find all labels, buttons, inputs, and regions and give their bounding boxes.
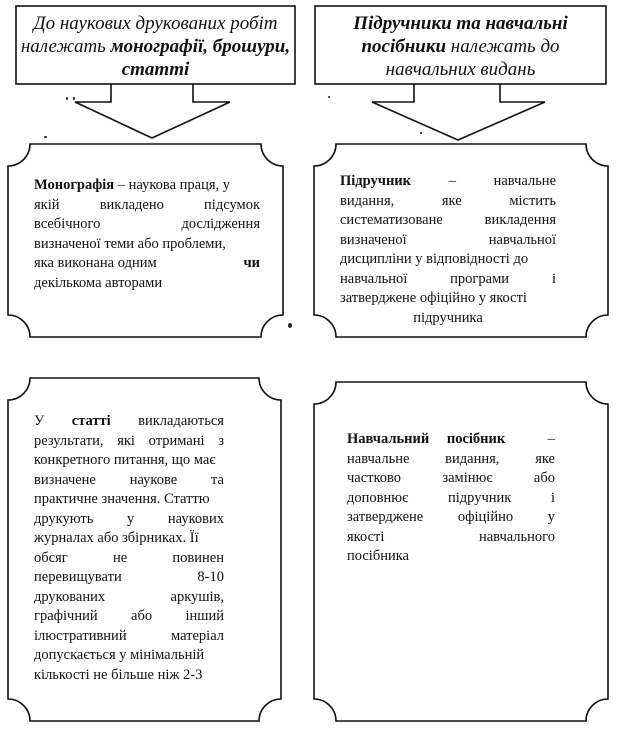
textbook-line6 bbox=[340, 270, 556, 290]
textbook-line7: затверджене офіційно у якості bbox=[340, 290, 527, 306]
manual-line5 bbox=[347, 508, 555, 528]
article-word: обсяг bbox=[34, 549, 68, 566]
article-word: друкують bbox=[34, 510, 94, 527]
textbook-word: навчальної bbox=[488, 231, 556, 248]
monograph-line1 bbox=[34, 176, 260, 196]
left-header-line3-bold: статті bbox=[121, 59, 190, 80]
manual-word: або bbox=[533, 470, 555, 486]
textbook-word: видання, bbox=[340, 192, 395, 209]
article-word: та bbox=[211, 471, 224, 488]
manual-line4 bbox=[347, 489, 555, 509]
right-header-line1-bold: Підручники та навчальні bbox=[353, 13, 568, 34]
left-header-line2 bbox=[18, 35, 293, 58]
monograph-line4: визначеної теми або проблеми, bbox=[34, 235, 226, 252]
manual-word: і bbox=[550, 489, 555, 506]
article-word: які bbox=[117, 432, 135, 449]
article-word: У bbox=[34, 413, 45, 429]
article-line3: конкретного питання, що має bbox=[34, 452, 216, 468]
manual-word: видання, bbox=[445, 450, 500, 467]
scan-speck bbox=[288, 323, 292, 328]
article-word: перевищувати bbox=[34, 569, 122, 585]
textbook-line3 bbox=[340, 211, 556, 231]
left-header-line2-pre: належать bbox=[20, 36, 111, 57]
article-text bbox=[34, 412, 224, 685]
textbook-word: систематизоване bbox=[340, 212, 443, 228]
manual-word: навчального bbox=[478, 528, 555, 545]
article-word: наукових bbox=[167, 510, 224, 527]
article-line10 bbox=[34, 588, 224, 608]
article-word: аркушів, bbox=[170, 588, 224, 605]
left-header-text bbox=[18, 12, 293, 81]
article-word: визначене bbox=[34, 471, 96, 488]
manual-line1 bbox=[347, 430, 555, 450]
right-header-line3: навчальних видань bbox=[385, 59, 536, 80]
monograph-term: Монографія bbox=[34, 177, 115, 193]
article-line9 bbox=[34, 568, 224, 588]
article-word: наукове bbox=[129, 471, 178, 488]
manual-word: офіційно bbox=[457, 509, 514, 525]
article-word: матеріал bbox=[171, 627, 224, 644]
manual-line7: посібника bbox=[347, 548, 409, 564]
manual-word: замінює bbox=[442, 470, 493, 486]
article-line5: практичне значення. Статтю bbox=[34, 491, 210, 507]
textbook-line5: дисципліни у відповідності до bbox=[340, 251, 529, 267]
manual-term: Навчальний посібник bbox=[347, 431, 506, 447]
textbook-word: навчальне bbox=[493, 173, 556, 189]
textbook-word: – bbox=[448, 173, 456, 189]
left-header-line3 bbox=[18, 58, 293, 81]
monograph-line6: декількома авторами bbox=[34, 274, 163, 291]
manual-line3 bbox=[347, 469, 555, 489]
scan-speck bbox=[44, 136, 47, 138]
article-word: графічний bbox=[34, 608, 98, 624]
article-word: друкованих bbox=[34, 588, 106, 605]
textbook-word: навчальної bbox=[340, 270, 408, 287]
manual-text bbox=[347, 430, 555, 567]
textbook-word: програми bbox=[450, 270, 510, 287]
scan-speck bbox=[420, 132, 422, 134]
article-line7: журналах або збірниках. Її bbox=[34, 530, 199, 546]
textbook-word: визначеної bbox=[340, 231, 407, 248]
textbook-word: викладення bbox=[484, 212, 556, 228]
article-word: ілюстративний bbox=[34, 627, 127, 644]
article-word: з bbox=[218, 432, 224, 449]
article-line11 bbox=[34, 607, 224, 627]
scan-speck bbox=[73, 97, 75, 100]
article-word: отримані bbox=[148, 432, 205, 449]
article-word: результати, bbox=[34, 432, 104, 449]
manual-word: у bbox=[547, 509, 555, 525]
textbook-word: містить bbox=[509, 192, 556, 209]
left-header-line1: До наукових друкованих робіт bbox=[33, 13, 278, 34]
article-word: інший bbox=[185, 608, 224, 624]
article-line2 bbox=[34, 432, 224, 452]
manual-word: затверджене bbox=[347, 509, 424, 525]
manual-word: якості bbox=[347, 528, 385, 545]
manual-word: – bbox=[547, 431, 555, 447]
manual-word: яке bbox=[535, 450, 555, 467]
right-header-text bbox=[317, 12, 604, 81]
textbook-word: яке bbox=[441, 192, 462, 209]
article-word: у bbox=[127, 510, 135, 527]
monograph-word: дослідження bbox=[181, 216, 260, 232]
monograph-line5 bbox=[34, 254, 260, 274]
monograph-text bbox=[34, 176, 260, 293]
manual-word: навчальне bbox=[347, 450, 410, 467]
textbook-line1 bbox=[340, 172, 556, 192]
article-word: або bbox=[131, 608, 153, 624]
textbook-line4 bbox=[340, 231, 556, 251]
textbook-text bbox=[340, 172, 556, 328]
article-word: викладаються bbox=[138, 413, 224, 429]
article-line8 bbox=[34, 549, 224, 569]
monograph-word: якій bbox=[34, 196, 60, 213]
left-header-line2-bold: монографії, брошури, bbox=[110, 36, 291, 57]
textbook-line2 bbox=[340, 192, 556, 212]
right-down-arrow bbox=[372, 84, 545, 140]
left-down-arrow bbox=[75, 84, 230, 138]
article-word: 8-10 bbox=[197, 569, 224, 585]
article-line1 bbox=[34, 412, 224, 432]
right-header-line2-bold: посібники bbox=[361, 36, 447, 57]
article-word: не bbox=[112, 549, 128, 566]
monograph-word: яка виконана одним bbox=[34, 255, 157, 271]
textbook-term: Підручник bbox=[340, 173, 412, 189]
article-line13: допускається у мінімальній bbox=[34, 647, 205, 663]
manual-line2 bbox=[347, 450, 555, 470]
monograph-line1-rest: – наукова праця, у bbox=[114, 177, 231, 193]
article-line6 bbox=[34, 510, 224, 530]
manual-word: підручник bbox=[447, 489, 512, 506]
monograph-word: всебічного bbox=[34, 216, 101, 232]
monograph-line2 bbox=[34, 196, 260, 216]
monograph-word: підсумок bbox=[204, 196, 260, 213]
monograph-word-bold: чи bbox=[243, 255, 260, 271]
textbook-word: і bbox=[551, 270, 556, 287]
article-term: статті bbox=[71, 413, 111, 429]
manual-line6 bbox=[347, 528, 555, 548]
right-header-line1 bbox=[317, 12, 604, 35]
manual-word: частково bbox=[347, 470, 402, 486]
scan-speck bbox=[66, 97, 68, 100]
textbook-line8: підручника bbox=[413, 309, 483, 326]
article-line14: кількості не більше ніж 2-3 bbox=[34, 666, 203, 683]
article-line4 bbox=[34, 471, 224, 491]
right-header-line2 bbox=[317, 35, 604, 58]
article-line12 bbox=[34, 627, 224, 647]
scan-speck bbox=[328, 96, 330, 98]
manual-word: доповнює bbox=[347, 489, 409, 506]
monograph-line3 bbox=[34, 215, 260, 235]
right-header-line2-post: належать до bbox=[446, 36, 560, 57]
monograph-word: викладено bbox=[99, 196, 164, 213]
article-word: повинен bbox=[172, 549, 224, 566]
